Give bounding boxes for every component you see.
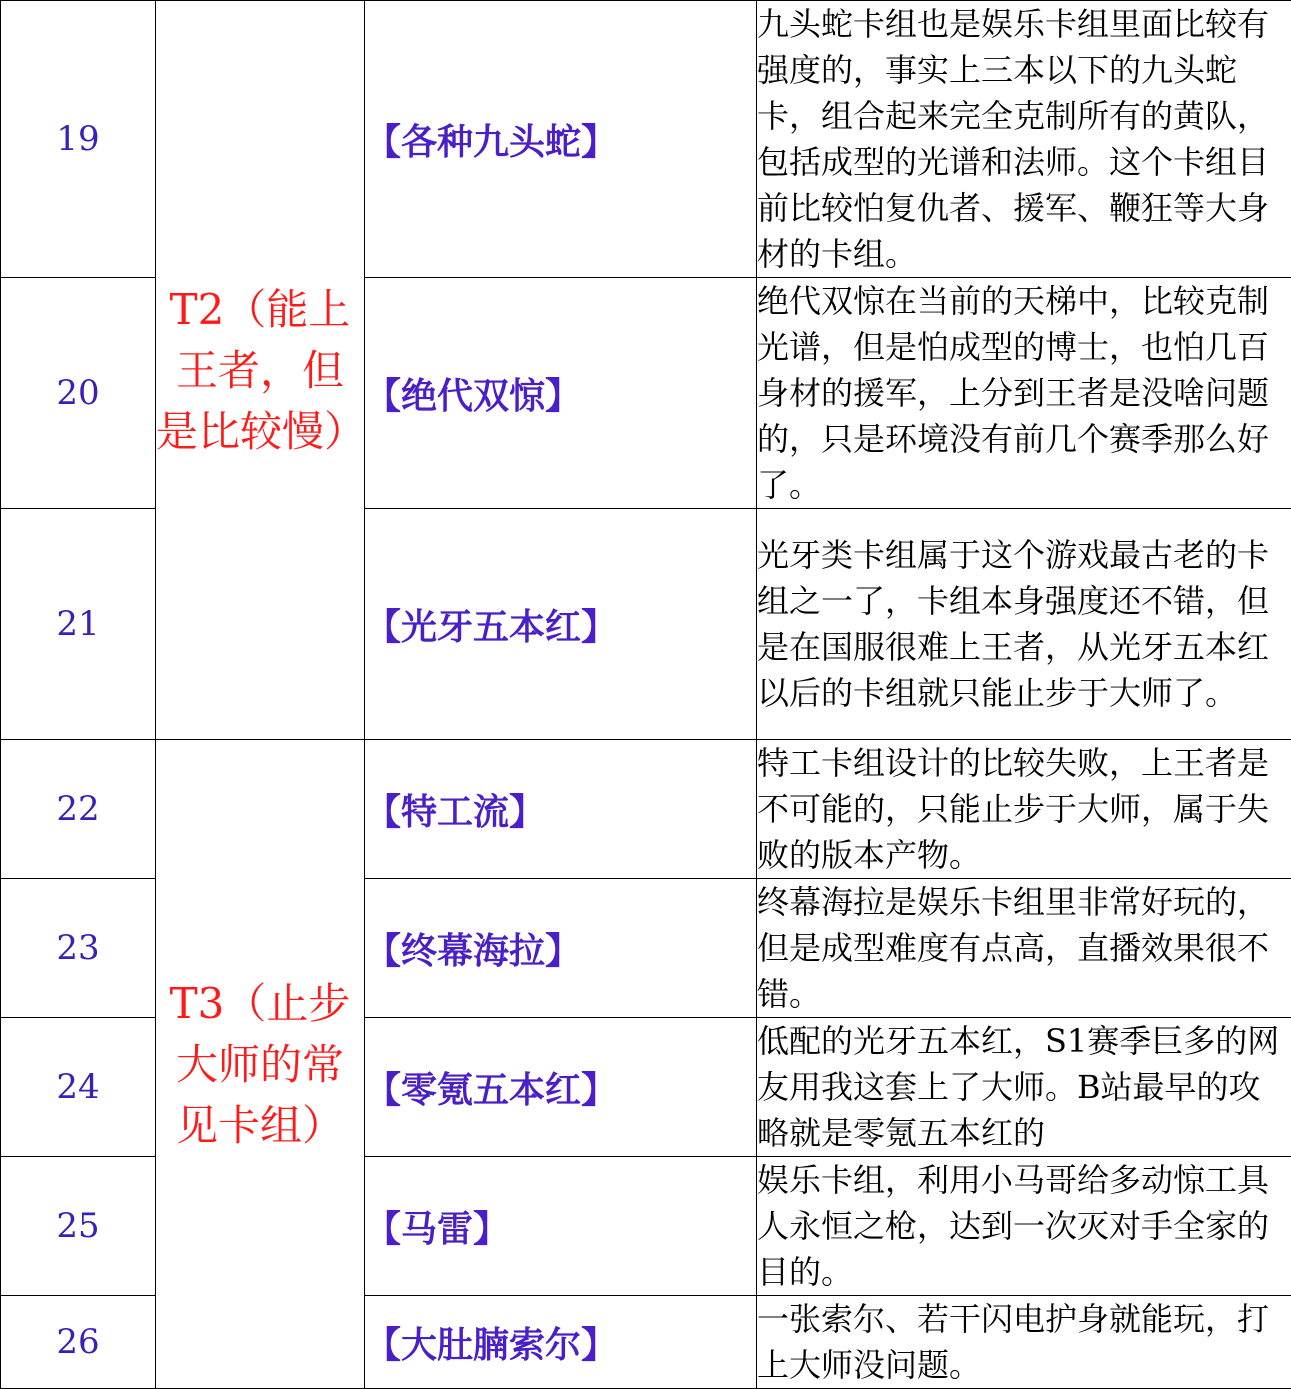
deck-name: 【光牙五本红】 [365, 509, 757, 740]
table-row [1, 1, 1291, 278]
deck-description: 光牙类卡组属于这个游戏最古老的卡组之一了，卡组本身强度还不错，但是在国服很难上王者，从光牙五本红以后的卡组就只能止步于大师了。 [757, 509, 1291, 740]
deck-description: 绝代双惊在当前的天梯中，比较克制光谱，但是怕成型的博士，也怕几百身材的援军，上分到王者是没啥问题的，只是环境没有前几个赛季那么好了。 [757, 278, 1291, 509]
deck-name: 【特工流】 [365, 740, 757, 879]
row-number: 24 [1, 1018, 156, 1157]
tier-cell [156, 740, 365, 1389]
row-number: 19 [1, 1, 156, 278]
deck-description: 娱乐卡组，利用小马哥给多动惊工具人永恒之枪，达到一次灭对手全家的目的。 [757, 1157, 1291, 1296]
row-number: 25 [1, 1157, 156, 1296]
deck-name: 【终幕海拉】 [365, 879, 757, 1018]
deck-description: 特工卡组设计的比较失败，上王者是不可能的，只能止步于大师，属于失败的版本产物。 [757, 740, 1291, 879]
table-row [1, 740, 1291, 879]
tier-label: T3（止步大师的常见卡组） [156, 973, 364, 1156]
deck-description: 一张索尔、若干闪电护身就能玩，打上大师没问题。 [757, 1296, 1291, 1389]
deck-name: 【马雷】 [365, 1157, 757, 1296]
row-number: 21 [1, 509, 156, 740]
row-number: 26 [1, 1296, 156, 1389]
row-number: 22 [1, 740, 156, 879]
deck-name: 【绝代双惊】 [365, 278, 757, 509]
deck-name: 【各种九头蛇】 [365, 1, 757, 278]
deck-description: 终幕海拉是娱乐卡组里非常好玩的，但是成型难度有点高，直播效果很不错。 [757, 879, 1291, 1018]
deck-name: 【零氪五本红】 [365, 1018, 757, 1157]
deck-description: 低配的光牙五本红，S1赛季巨多的网友用我这套上了大师。B站最早的攻略就是零氪五本红的 [757, 1018, 1291, 1157]
deck-description: 九头蛇卡组也是娱乐卡组里面比较有强度的，事实上三本以下的九头蛇卡，组合起来完全克制所有的黄队，包括成型的光谱和法师。这个卡组目前比较怕复仇者、援军、鞭狂等大身材的卡组。 [757, 1, 1291, 278]
deck-name: 【大肚腩索尔】 [365, 1296, 757, 1389]
tier-cell [156, 1, 365, 740]
tier-label: T2（能上王者，但是比较慢） [156, 279, 364, 462]
row-number: 20 [1, 278, 156, 509]
row-number: 23 [1, 879, 156, 1018]
